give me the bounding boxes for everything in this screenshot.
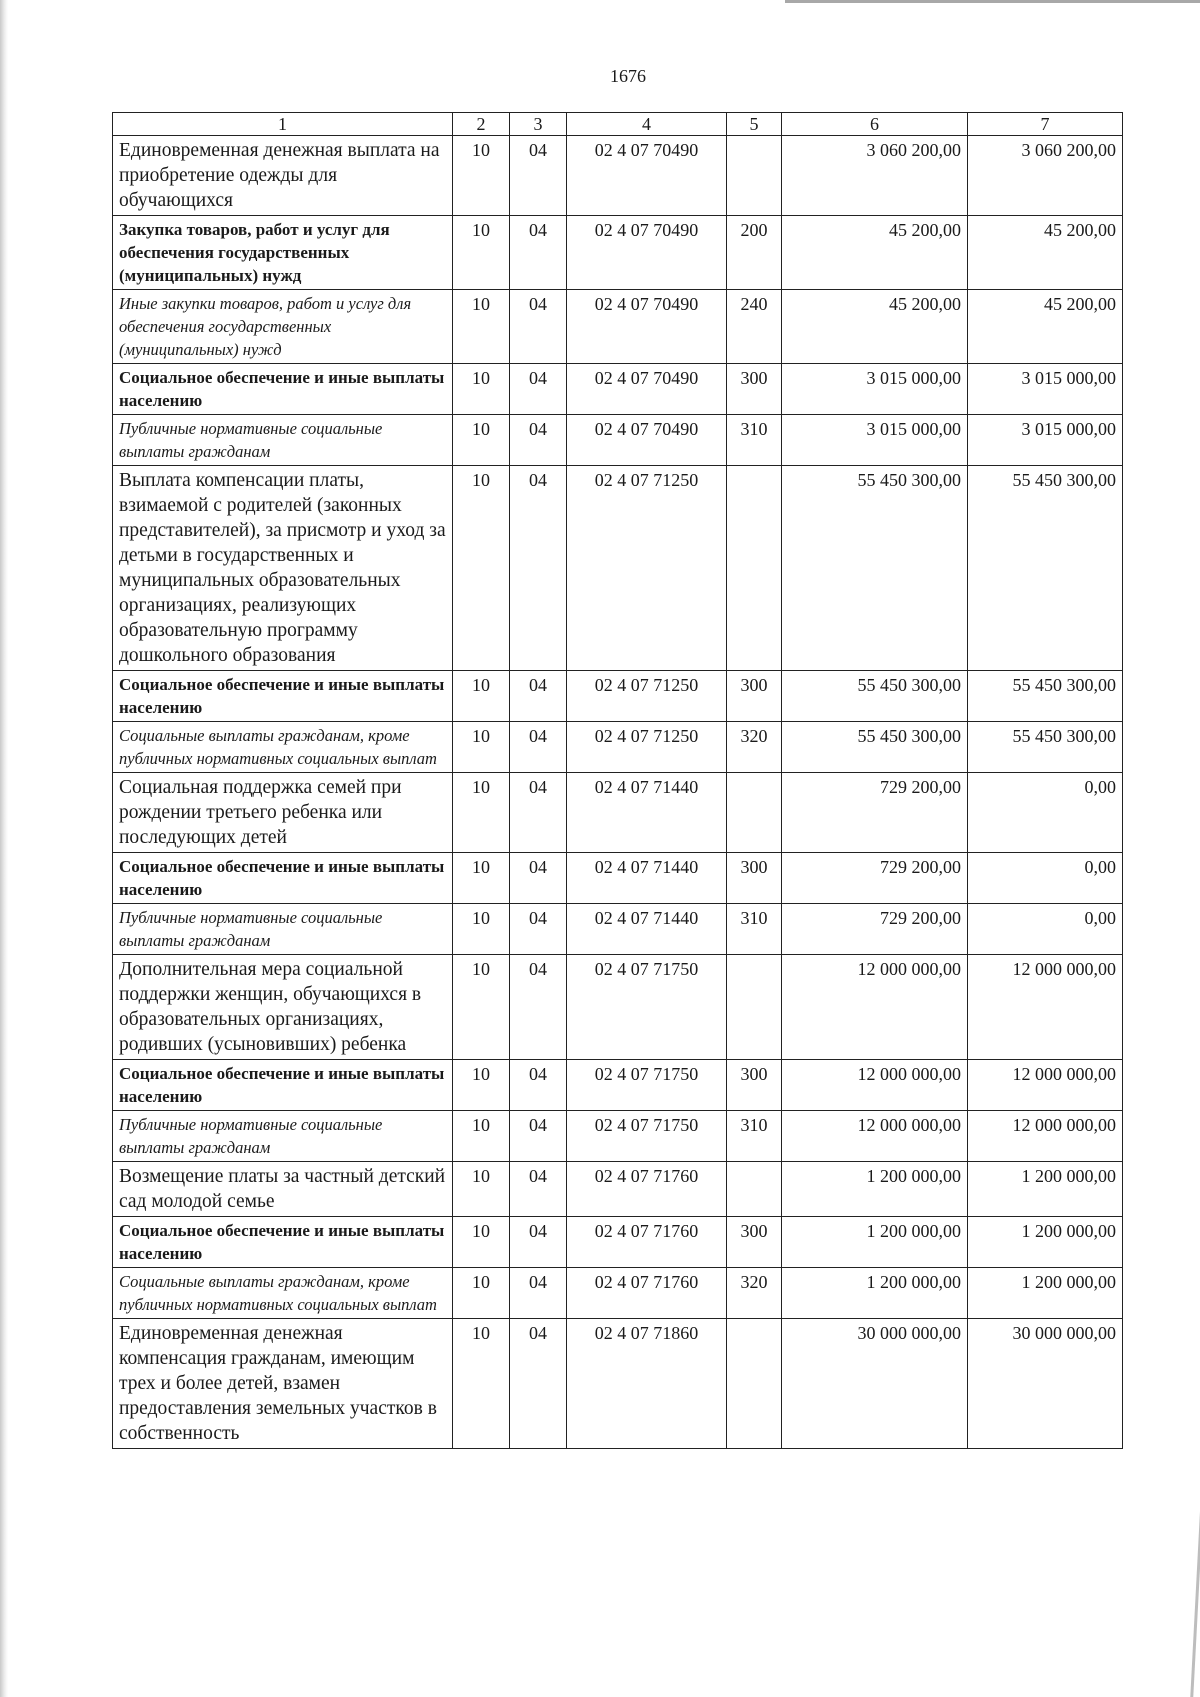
cell-target-article: 02 4 07 71440 [567, 853, 727, 904]
cell-amount-col6: 729 200,00 [782, 853, 968, 904]
cell-subsection: 04 [510, 290, 567, 364]
cell-target-article: 02 4 07 71440 [567, 904, 727, 955]
cell-expense-type: 240 [727, 290, 782, 364]
cell-section: 10 [453, 853, 510, 904]
cell-target-article: 02 4 07 71760 [567, 1217, 727, 1268]
cell-expense-type [727, 136, 782, 216]
cell-name: Дополнительная мера социальной поддержки женщин, обучающихся в образовательных организациях, родивших (усыновивших) ребенка [113, 955, 453, 1060]
cell-target-article: 02 4 07 71250 [567, 671, 727, 722]
table-row [113, 1162, 1123, 1217]
cell-expense-type: 300 [727, 853, 782, 904]
cell-target-article: 02 4 07 70490 [567, 216, 727, 290]
cell-amount-col7: 45 200,00 [968, 216, 1123, 290]
cell-amount-col7: 1 200 000,00 [968, 1162, 1123, 1217]
cell-expense-type: 300 [727, 364, 782, 415]
cell-name: Публичные нормативные социальные выплаты гражданам [113, 904, 453, 955]
cell-expense-type: 300 [727, 1217, 782, 1268]
cell-expense-type [727, 466, 782, 671]
cell-amount-col6: 1 200 000,00 [782, 1162, 968, 1217]
cell-amount-col7: 30 000 000,00 [968, 1319, 1123, 1449]
cell-section: 10 [453, 1162, 510, 1217]
header-col-1: 1 [113, 113, 453, 136]
cell-amount-col6: 30 000 000,00 [782, 1319, 968, 1449]
cell-section: 10 [453, 216, 510, 290]
cell-amount-col7: 55 450 300,00 [968, 671, 1123, 722]
cell-subsection: 04 [510, 1162, 567, 1217]
cell-name: Социальное обеспечение и иные выплаты населению [113, 1060, 453, 1111]
cell-name: Выплата компенсации платы, взимаемой с родителей (законных представителей), за присмотр и уход за детьми в государственных и муниципальных образовательных организациях, реализующих образовательную программу дошкольного образования [113, 466, 453, 671]
cell-target-article: 02 4 07 71250 [567, 466, 727, 671]
cell-amount-col7: 3 060 200,00 [968, 136, 1123, 216]
table-row [113, 136, 1123, 216]
header-col-3: 3 [510, 113, 567, 136]
header-col-5: 5 [727, 113, 782, 136]
table-row [113, 853, 1123, 904]
cell-section: 10 [453, 1217, 510, 1268]
table-row [113, 216, 1123, 290]
cell-expense-type: 320 [727, 1268, 782, 1319]
cell-amount-col6: 3 015 000,00 [782, 415, 968, 466]
cell-amount-col6: 45 200,00 [782, 290, 968, 364]
cell-expense-type: 310 [727, 904, 782, 955]
table-header [113, 113, 1123, 136]
cell-amount-col7: 3 015 000,00 [968, 364, 1123, 415]
cell-expense-type: 310 [727, 1111, 782, 1162]
cell-expense-type: 320 [727, 722, 782, 773]
cell-subsection: 04 [510, 415, 567, 466]
cell-amount-col7: 55 450 300,00 [968, 466, 1123, 671]
cell-amount-col6: 3 060 200,00 [782, 136, 968, 216]
cell-target-article: 02 4 07 71440 [567, 773, 727, 853]
cell-amount-col7: 45 200,00 [968, 290, 1123, 364]
cell-subsection: 04 [510, 671, 567, 722]
cell-expense-type [727, 1162, 782, 1217]
cell-name: Социальное обеспечение и иные выплаты населению [113, 364, 453, 415]
cell-target-article: 02 4 07 71750 [567, 1060, 727, 1111]
cell-name: Единовременная денежная выплата на приобретение одежды для обучающихся [113, 136, 453, 216]
cell-amount-col7: 12 000 000,00 [968, 1060, 1123, 1111]
cell-target-article: 02 4 07 71250 [567, 722, 727, 773]
cell-section: 10 [453, 136, 510, 216]
cell-subsection: 04 [510, 1217, 567, 1268]
cell-amount-col6: 12 000 000,00 [782, 955, 968, 1060]
cell-expense-type [727, 773, 782, 853]
cell-amount-col6: 45 200,00 [782, 216, 968, 290]
cell-amount-col7: 12 000 000,00 [968, 955, 1123, 1060]
cell-target-article: 02 4 07 70490 [567, 415, 727, 466]
cell-target-article: 02 4 07 70490 [567, 364, 727, 415]
cell-section: 10 [453, 290, 510, 364]
cell-target-article: 02 4 07 70490 [567, 136, 727, 216]
cell-expense-type: 300 [727, 1060, 782, 1111]
cell-target-article: 02 4 07 71760 [567, 1162, 727, 1217]
cell-amount-col7: 55 450 300,00 [968, 722, 1123, 773]
cell-section: 10 [453, 1268, 510, 1319]
cell-subsection: 04 [510, 364, 567, 415]
table-row [113, 290, 1123, 364]
cell-name: Публичные нормативные социальные выплаты гражданам [113, 1111, 453, 1162]
cell-section: 10 [453, 1319, 510, 1449]
table-body [113, 136, 1123, 1449]
cell-subsection: 04 [510, 773, 567, 853]
cell-target-article: 02 4 07 71760 [567, 1268, 727, 1319]
cell-name: Социальное обеспечение и иные выплаты населению [113, 853, 453, 904]
cell-name: Социальное обеспечение и иные выплаты населению [113, 671, 453, 722]
cell-amount-col6: 12 000 000,00 [782, 1111, 968, 1162]
table-row [113, 364, 1123, 415]
cell-target-article: 02 4 07 71750 [567, 1111, 727, 1162]
cell-target-article: 02 4 07 70490 [567, 290, 727, 364]
cell-expense-type [727, 955, 782, 1060]
cell-section: 10 [453, 955, 510, 1060]
cell-amount-col6: 55 450 300,00 [782, 722, 968, 773]
scan-edge-right [1190, 1440, 1200, 1697]
header-col-2: 2 [453, 113, 510, 136]
table-row [113, 1217, 1123, 1268]
page-number: 1676 [610, 66, 646, 86]
budget-table [112, 112, 1123, 1449]
table-row [113, 1060, 1123, 1111]
table-row [113, 722, 1123, 773]
cell-name: Публичные нормативные социальные выплаты гражданам [113, 415, 453, 466]
table-row [113, 773, 1123, 853]
table-row [113, 955, 1123, 1060]
cell-amount-col7: 0,00 [968, 773, 1123, 853]
cell-expense-type [727, 1319, 782, 1449]
cell-section: 10 [453, 466, 510, 671]
cell-amount-col7: 3 015 000,00 [968, 415, 1123, 466]
cell-section: 10 [453, 364, 510, 415]
cell-section: 10 [453, 1111, 510, 1162]
cell-amount-col7: 12 000 000,00 [968, 1111, 1123, 1162]
cell-name: Возмещение платы за частный детский сад молодой семье [113, 1162, 453, 1217]
cell-expense-type: 310 [727, 415, 782, 466]
table-row [113, 466, 1123, 671]
cell-subsection: 04 [510, 1060, 567, 1111]
cell-subsection: 04 [510, 1111, 567, 1162]
table-row [113, 1319, 1123, 1449]
cell-target-article: 02 4 07 71750 [567, 955, 727, 1060]
table-row [113, 904, 1123, 955]
header-col-7: 7 [968, 113, 1123, 136]
cell-section: 10 [453, 722, 510, 773]
scan-edge-top [785, 0, 1200, 3]
cell-name: Социальное обеспечение и иные выплаты населению [113, 1217, 453, 1268]
cell-name: Иные закупки товаров, работ и услуг для обеспечения государственных (муниципальных) нужд [113, 290, 453, 364]
cell-section: 10 [453, 773, 510, 853]
cell-amount-col6: 3 015 000,00 [782, 364, 968, 415]
header-col-6: 6 [782, 113, 968, 136]
cell-name: Единовременная денежная компенсация гражданам, имеющим трех и более детей, взамен предоставления земельных участков в собственность [113, 1319, 453, 1449]
table-row [113, 671, 1123, 722]
cell-subsection: 04 [510, 216, 567, 290]
cell-subsection: 04 [510, 1268, 567, 1319]
cell-subsection: 04 [510, 1319, 567, 1449]
cell-section: 10 [453, 904, 510, 955]
cell-section: 10 [453, 1060, 510, 1111]
cell-target-article: 02 4 07 71860 [567, 1319, 727, 1449]
cell-subsection: 04 [510, 904, 567, 955]
cell-name: Социальная поддержка семей при рождении третьего ребенка или последующих детей [113, 773, 453, 853]
cell-subsection: 04 [510, 722, 567, 773]
cell-section: 10 [453, 671, 510, 722]
cell-subsection: 04 [510, 853, 567, 904]
cell-expense-type: 200 [727, 216, 782, 290]
table-row [113, 1111, 1123, 1162]
header-col-4: 4 [567, 113, 727, 136]
header-row [113, 113, 1123, 136]
cell-amount-col6: 1 200 000,00 [782, 1268, 968, 1319]
cell-section: 10 [453, 415, 510, 466]
cell-subsection: 04 [510, 955, 567, 1060]
cell-name: Закупка товаров, работ и услуг для обеспечения государственных (муниципальных) нужд [113, 216, 453, 290]
cell-amount-col6: 12 000 000,00 [782, 1060, 968, 1111]
cell-amount-col7: 0,00 [968, 904, 1123, 955]
table-row [113, 415, 1123, 466]
cell-amount-col6: 729 200,00 [782, 773, 968, 853]
cell-amount-col6: 1 200 000,00 [782, 1217, 968, 1268]
cell-amount-col6: 55 450 300,00 [782, 671, 968, 722]
scan-edge-left [0, 0, 8, 1697]
cell-amount-col7: 1 200 000,00 [968, 1268, 1123, 1319]
cell-expense-type: 300 [727, 671, 782, 722]
cell-subsection: 04 [510, 466, 567, 671]
table-row [113, 1268, 1123, 1319]
cell-amount-col6: 55 450 300,00 [782, 466, 968, 671]
cell-amount-col6: 729 200,00 [782, 904, 968, 955]
cell-subsection: 04 [510, 136, 567, 216]
cell-amount-col7: 1 200 000,00 [968, 1217, 1123, 1268]
cell-name: Социальные выплаты гражданам, кроме публичных нормативных социальных выплат [113, 1268, 453, 1319]
cell-amount-col7: 0,00 [968, 853, 1123, 904]
cell-name: Социальные выплаты гражданам, кроме публичных нормативных социальных выплат [113, 722, 453, 773]
